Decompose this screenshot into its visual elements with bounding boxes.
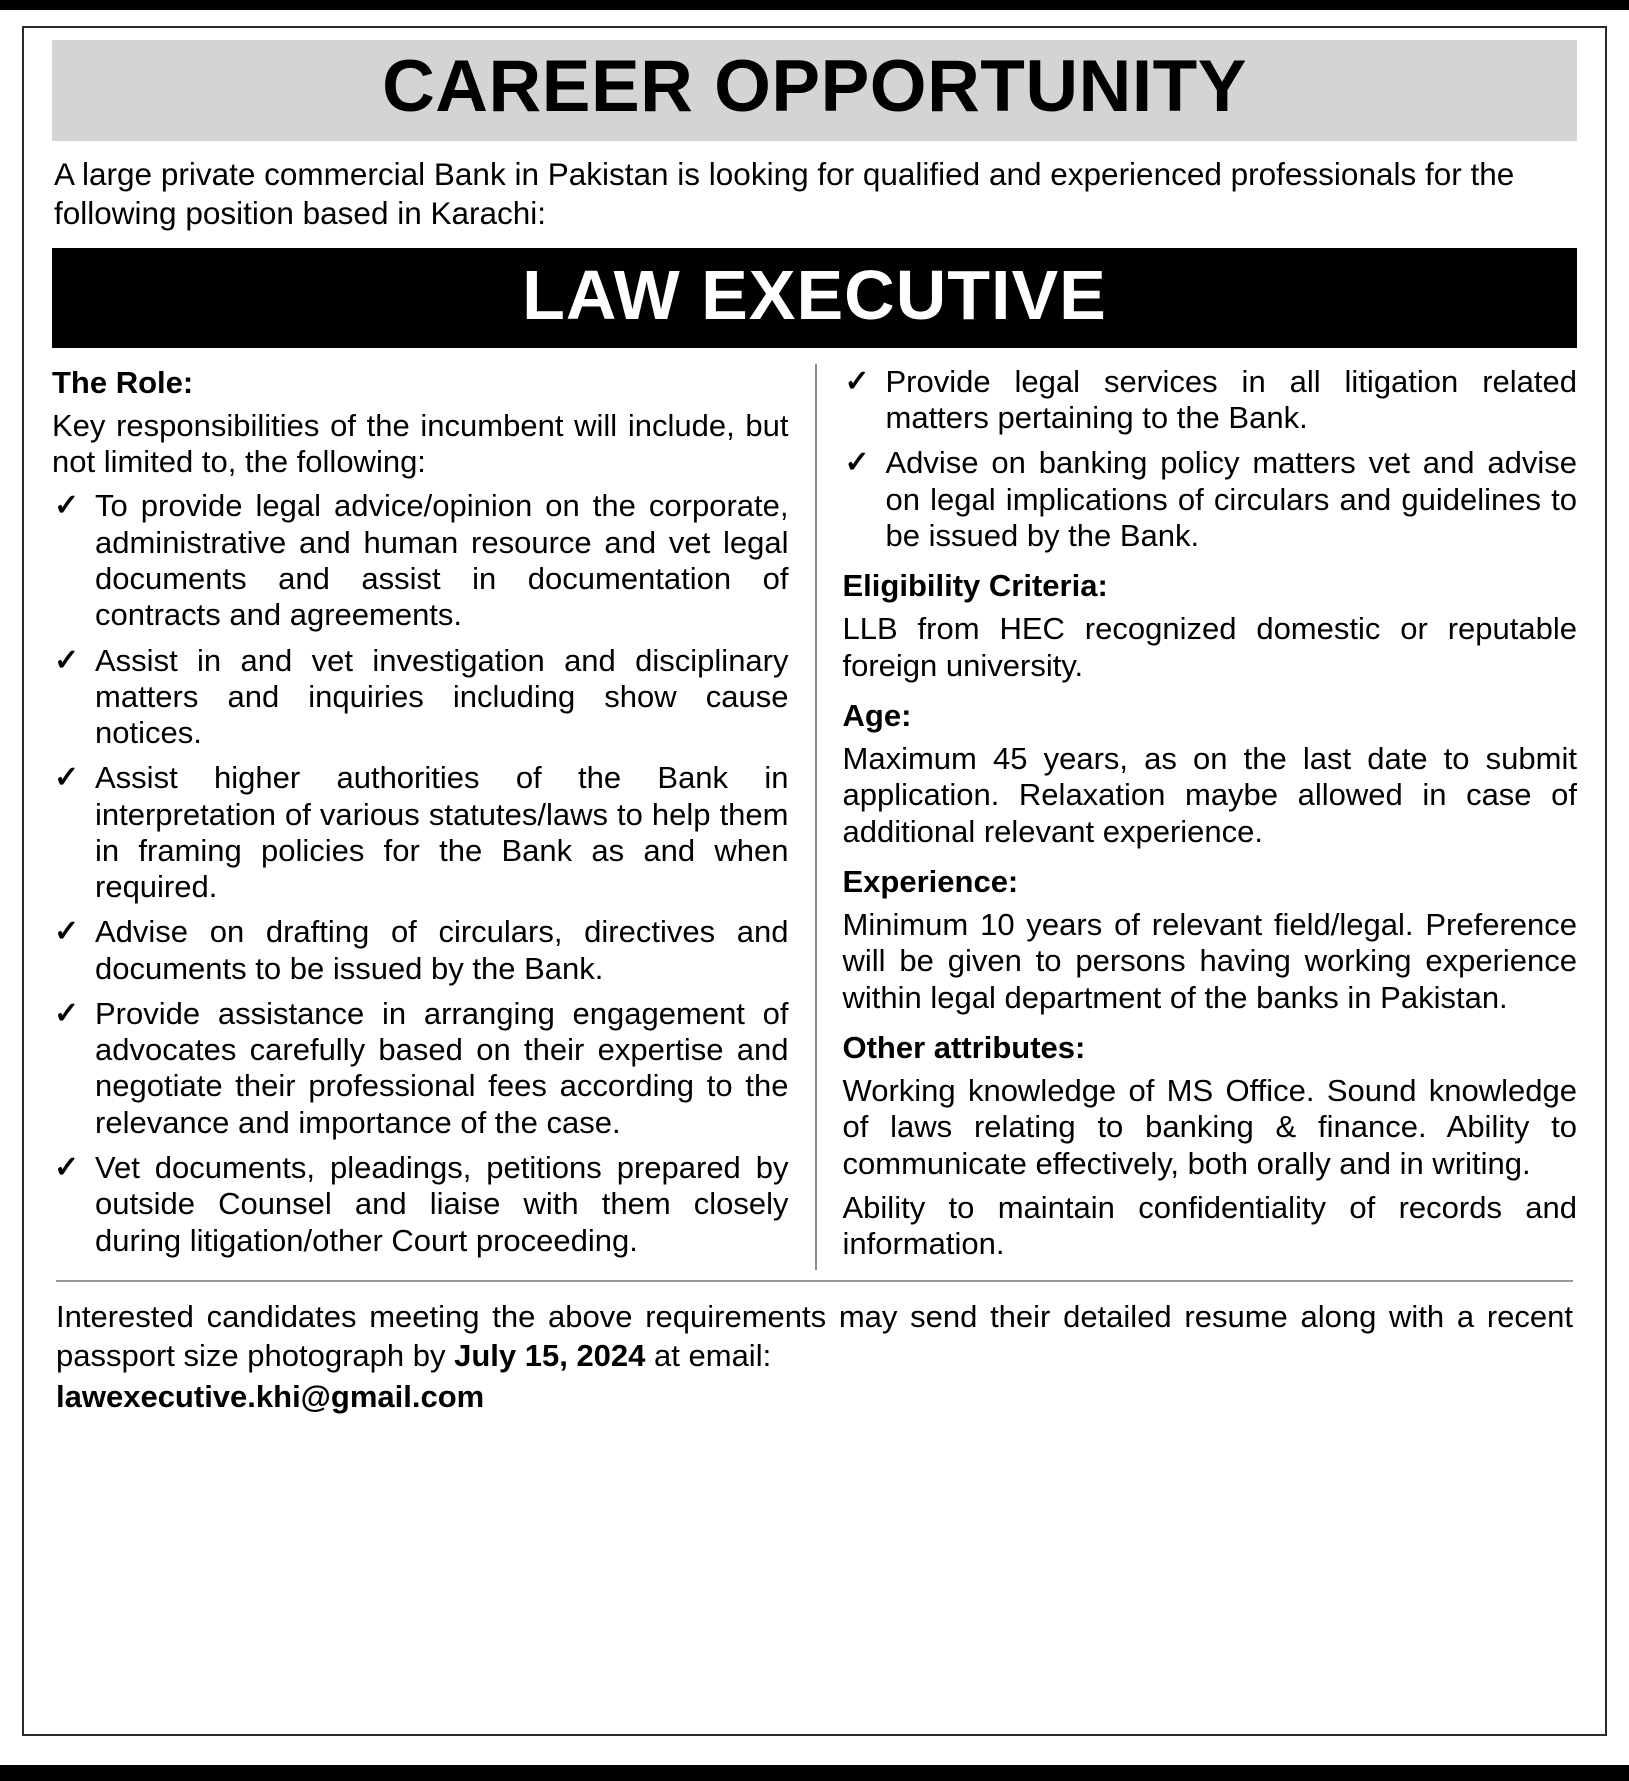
application-deadline: July 15, 2024 <box>454 1338 646 1374</box>
list-item-text: Advise on banking policy matters vet and advise on legal implications of circulars and guidelines to be issued by the Bank. <box>885 445 1577 553</box>
other-attributes-text-1: Working knowledge of MS Office. Sound knowledge of laws relating to banking & finance. Ability to communicate effectively, both orally and in writing. <box>842 1072 1577 1181</box>
footer-text-part-2: at email: <box>645 1338 772 1374</box>
left-responsibilities-list <box>52 488 789 1258</box>
eligibility-criteria-heading: Eligibility Criteria: <box>842 568 1108 604</box>
check-mark-icon: ✓ <box>54 915 80 949</box>
experience-text: Minimum 10 years of relevant field/legal. Preference will be given to persons having working experience within legal department of the banks in Pakistan. <box>842 906 1577 1015</box>
right-responsibilities-list <box>843 364 1578 554</box>
list-item <box>52 914 789 987</box>
check-mark-icon: ✓ <box>844 364 870 398</box>
list-item-text: Provide legal services in all litigation related matters pertaining to the Bank. <box>885 363 1577 436</box>
list-item <box>52 488 789 633</box>
application-instructions <box>56 1298 1573 1376</box>
other-attributes-text-2: Ability to maintain confidentiality of records and information. <box>842 1189 1577 1262</box>
check-mark-icon: ✓ <box>54 996 80 1030</box>
check-mark-icon: ✓ <box>54 1151 80 1184</box>
list-item-text: To provide legal advice/opinion on the corporate, administrative and human resource and vet legal documents and assist in documentation of contracts and agreements. <box>95 488 789 633</box>
list-item <box>52 643 789 752</box>
eligibility-criteria-text: LLB from HEC recognized domestic or reputable foreign university. <box>842 611 1577 683</box>
age-text: Maximum 45 years, as on the last date to submit application. Relaxation maybe allowed in case of additional relevant experience. <box>842 741 1577 849</box>
check-mark-icon: ✓ <box>54 489 80 523</box>
check-mark-icon: ✓ <box>54 643 80 677</box>
career-opportunity-banner <box>52 40 1577 141</box>
banner-title: CAREER OPPORTUNITY <box>382 46 1247 127</box>
intro-paragraph: A large private commercial Bank in Pakistan is looking for qualified and experienced professionals for the following position based in Karachi: <box>54 155 1515 232</box>
list-item <box>52 1150 789 1259</box>
check-mark-icon: ✓ <box>844 446 870 480</box>
application-email[interactable]: lawexecutive.khi@gmail.com <box>56 1378 485 1414</box>
advertisement-frame <box>22 26 1607 1736</box>
footer-text-part-1: Interested candidates meeting the above requirements may send their detailed resume along with a recent passport size photograph by <box>56 1299 1573 1374</box>
job-title: LAW EXECUTIVE <box>522 255 1107 334</box>
list-item <box>52 760 789 905</box>
list-item-text: Advise on drafting of circulars, directives and documents to be issued by the Bank. <box>95 914 789 986</box>
list-item-text: Assist higher authorities of the Bank in interpretation of various statutes/laws to help them in framing policies for the Bank as and when required. <box>95 760 789 905</box>
right-column <box>815 364 1578 1271</box>
experience-heading: Experience: <box>842 863 1019 899</box>
list-item-text: Provide assistance in arranging engagement of advocates carefully based on their expertise and negotiate their professional fees according to the relevance and importance of the case. <box>95 995 789 1140</box>
application-footer <box>56 1298 1573 1416</box>
list-item <box>52 996 789 1141</box>
top-rule <box>0 0 1629 10</box>
list-item <box>843 364 1578 437</box>
check-mark-icon: ✓ <box>54 761 80 795</box>
list-item-text: Vet documents, pleadings, petitions prepared by outside Counsel and liaise with them closely during litigation/other Court proceeding. <box>95 1150 789 1258</box>
list-item-text: Assist in and vet investigation and disciplinary matters and inquiries including show cause notices. <box>95 642 789 751</box>
age-heading: Age: <box>842 697 912 733</box>
role-intro-text: Key responsibilities of the incumbent will include, but not limited to, the following: <box>52 407 789 480</box>
the-role-heading: The Role: <box>52 364 194 400</box>
other-attributes-heading: Other attributes: <box>842 1029 1086 1065</box>
content-columns <box>52 364 1577 1271</box>
list-item <box>843 445 1578 554</box>
footer-divider <box>56 1280 1573 1282</box>
left-column <box>52 364 815 1271</box>
job-title-bar <box>52 248 1577 348</box>
bottom-rule <box>0 1765 1629 1781</box>
